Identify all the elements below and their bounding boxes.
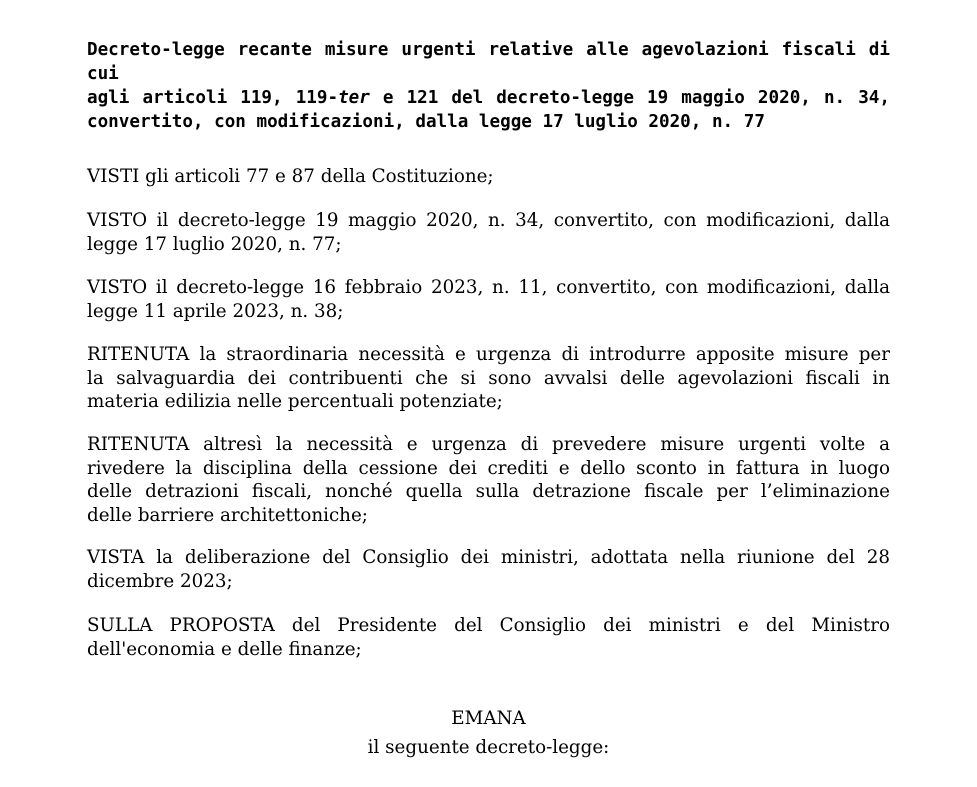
title-line-2-pre: agli articoli 119, 119- <box>87 88 339 108</box>
paragraph-line: RITENUTA la straordinaria necessità e urgenza di introdurre apposite misure per <box>87 344 890 365</box>
paragraph-line: rivedere la disciplina della cessione dei crediti e dello sconto in fattura in luogo <box>87 457 890 479</box>
paragraph-line: delle detrazioni fiscali, nonché quella sulla detrazione fiscale per l’eliminazione <box>87 481 890 502</box>
enactment-formula: il seguente decreto-legge: <box>367 737 610 758</box>
paragraph-line: dicembre 2023; <box>87 570 233 592</box>
title-line-2 <box>87 86 890 110</box>
paragraph-line: legge 11 aprile 2023, n. 38; <box>87 300 344 322</box>
preamble-paragraph-sulla-proposta <box>87 614 890 661</box>
paragraph-line: RITENUTA altresì la necessità e urgenza di prevedere misure urgenti volte a <box>87 434 890 455</box>
paragraph-line: VISTA la deliberazione del Consiglio dei ministri, adottata nella riunione del 28 <box>87 547 890 568</box>
preamble-paragraph-visto-dl-11-2023 <box>87 276 890 323</box>
paragraph-line: VISTO il decreto-legge 16 febbraio 2023, n. 11, convertito, con modificazioni, dalla <box>87 277 890 298</box>
preamble-paragraph-vista-deliberazione <box>87 546 890 593</box>
paragraph-line: dell'economia e delle finanze; <box>87 638 362 660</box>
paragraph-line: VISTO il decreto-legge 19 maggio 2020, n. 34, convertito, con modificazioni, dalla <box>87 210 890 231</box>
preamble-paragraph-visti-costituzione <box>87 165 890 189</box>
preamble-paragraph-visto-dl-34-2020 <box>87 209 890 256</box>
title-line-3: convertito, con modificazioni, dalla legge 17 luglio 2020, n. 77 <box>87 112 765 132</box>
preamble-paragraph-ritenuta-salvaguardia <box>87 343 890 414</box>
paragraph-line: la salvaguardia dei contribuenti che si sono avvalsi delle agevolazioni fiscali in <box>87 367 890 389</box>
paragraph-line: materia edilizia nelle percentuali potenziate; <box>87 391 503 412</box>
decree-title <box>87 38 890 134</box>
preamble-paragraph-ritenuta-cessione-crediti <box>87 433 890 527</box>
emana-heading: EMANA <box>451 708 526 729</box>
document-page <box>87 0 890 758</box>
title-line-1: Decreto-legge recante misure urgenti relative alle agevolazioni fiscali di cui <box>87 40 890 84</box>
paragraph-line: legge 17 luglio 2020, n. 77; <box>87 233 342 255</box>
title-line-2-post: e 121 del decreto-legge 19 maggio 2020, n. 34, <box>369 88 890 108</box>
title-line-2-italic: ter <box>338 88 370 108</box>
paragraph-line: VISTI gli articoli 77 e 87 della Costituzione; <box>87 166 494 187</box>
paragraph-line: delle barriere architettoniche; <box>87 504 368 526</box>
paragraph-line: SULLA PROPOSTA del Presidente del Consiglio dei ministri e del Ministro <box>87 615 890 636</box>
